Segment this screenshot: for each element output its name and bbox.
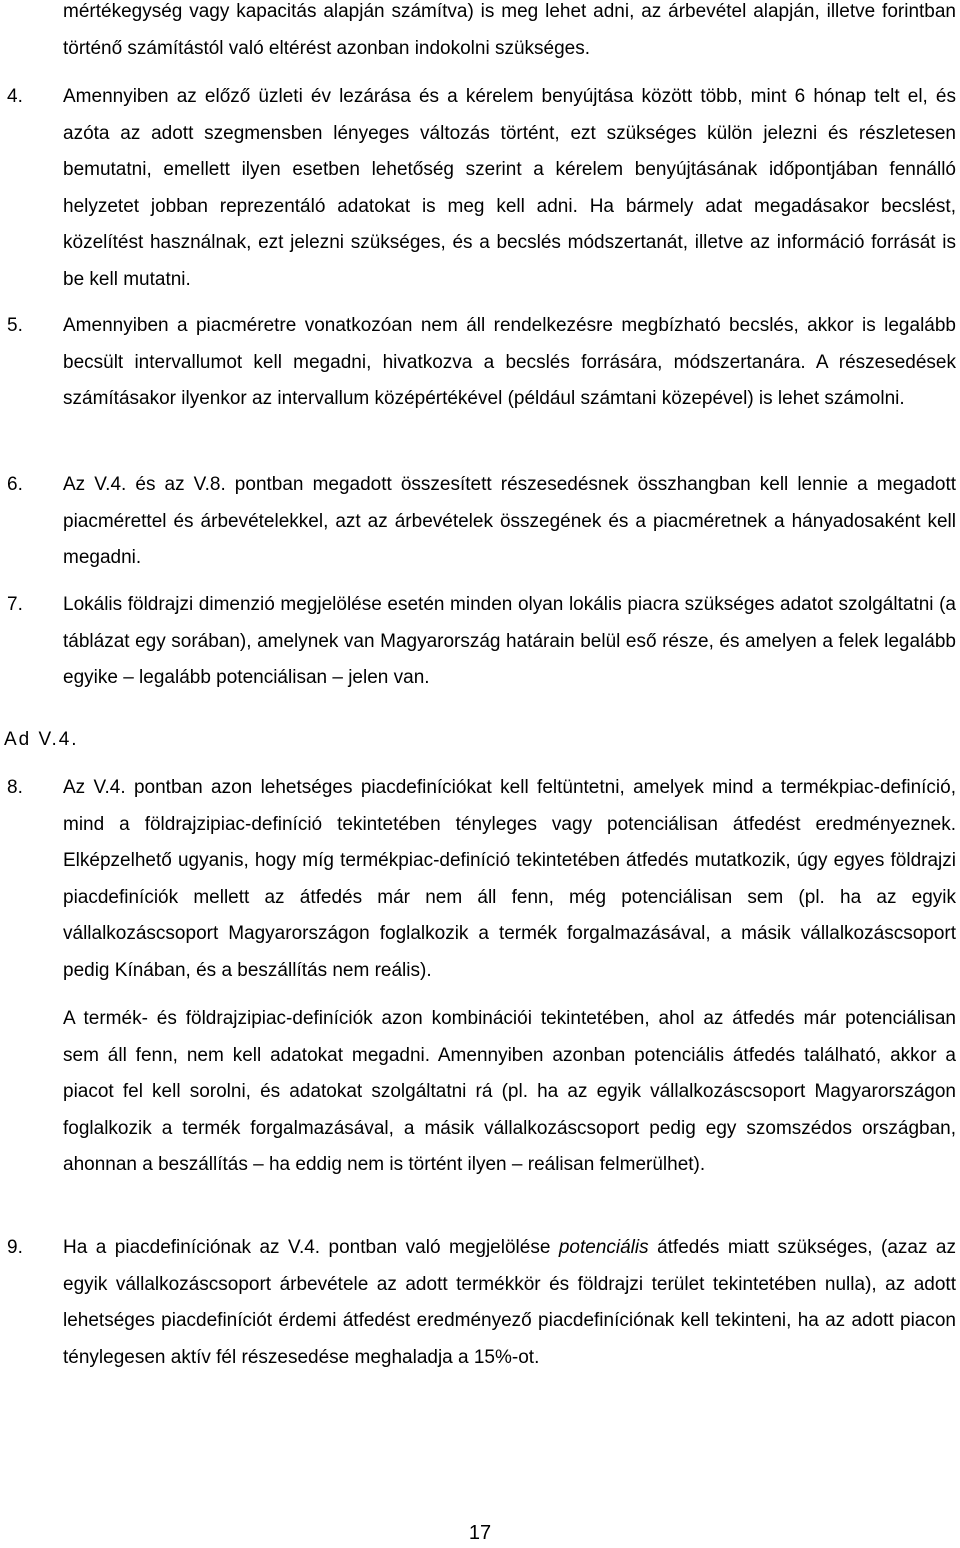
item-number-7: 7. bbox=[7, 594, 23, 615]
item-number-8: 8. bbox=[7, 777, 23, 798]
item-text-6: Az V.4. és az V.8. pontban megadott összesített részesedésnek összhangban kell lennie a megadott piacmérettel és árbevételekkel, azt az árbevételek összegének és a piacméretnek a hányadosaként kell megadni. bbox=[63, 474, 956, 568]
item-text-4: Amennyiben az előző üzleti év lezárása és a kérelem benyújtása között több, mint 6 hónap telt el, és azóta az adott szegmensben lényeges változás történt, ezt szükséges külön jelezni és részletesen bemutatni, emellett ilyen esetben lehetőség szerint a kérelem benyújtásának időpontjában fennálló helyzetet jobban reprezentáló adatokat is meg kell adni. Ha bármely adat megadásakor becslést, közelítést használnak, ezt jelezni szükséges, és a becslés módszertanát, illetve az információ forrását is be kell mutatni. bbox=[63, 86, 956, 290]
item-number-5: 5. bbox=[7, 315, 23, 336]
item-text-7: Lokális földrajzi dimenzió megjelölése esetén minden olyan lokális piacra szükséges adatot szolgáltatni (a táblázat egy sorában), amelynek van Magyarország határain belül eső része, és amelyen a felek legalább egyike – legalább potenciálisan – jelen van. bbox=[63, 594, 956, 688]
item-text-9-end: átfedés miatt szükséges, (azaz az egyik vállalkozáscsoport árbevétele az adott termékkör és földrajzi terület tekintetében nulla), az adott lehetséges piacdefiníciót érdemi átfedést eredményező piacdefiníciónak kell tekinteni, ha az adott piacon ténylegesen aktív fél részesedése meghaladja a 15%-ot. bbox=[63, 1237, 956, 1368]
item-number-4: 4. bbox=[7, 86, 23, 107]
page-number: 17 bbox=[468, 1522, 492, 1544]
item-number-9: 9. bbox=[7, 1237, 23, 1258]
item-text-5: Amennyiben a piacméretre vonatkozóan nem áll rendelkezésre megbízható becslés, akkor is legalább becsült intervallumot kell megadni, hivatkozva a becslés forrására, módszertanára. A részesedések számításakor ilyenkor az intervallum középértékével (például számtani közepével) is lehet számolni. bbox=[63, 315, 956, 409]
item-text-8: Az V.4. pontban azon lehetséges piacdefiníciókat kell feltüntetni, amelyek mind a termékpiac-definíció, mind a földrajzipiac-definíció tekintetében tényleges vagy potenciálisan átfedést eredményeznek. Elképzelhető ugyanis, hogy míg termékpiac-definíció tekintetében átfedés mutatkozik, úgy egyes földrajzi piacdefiníciók mellett az átfedés már nem áll fenn, még potenciálisan sem (pl. ha az egyik vállalkozáscsoport Magyarországon foglalkozik a termék forgalmazásával, a másik vállalkozáscsoport pedig Kínában, és a beszállítás nem reális). bbox=[63, 777, 956, 981]
intro-paragraph: mértékegység vagy kapacitás alapján számítva) is meg lehet adni, az árbevétel alapján, illetve forintban történő számítástól való eltérést azonban indokolni szükséges. bbox=[63, 1, 956, 59]
item-text-9-italic: potenciális bbox=[558, 1237, 649, 1258]
item-text-8-continued: A termék- és földrajzipiac-definíciók azon kombinációi tekintetében, ahol az átfedés már potenciálisan sem áll fenn, nem kell adatokat megadni. Amennyiben azonban potenciális átfedés található, akkor a piacot fel kell sorolni, és adatokat szolgáltatni rá (pl. ha az egyik vállalkozáscsoport Magyarországon foglalkozik a termék forgalmazásával, a másik vállalkozáscsoport pedig egy szomszédos országban, ahonnan a beszállítás – ha eddig nem is történt ilyen – reálisan felmerülhet). bbox=[63, 1008, 956, 1175]
item-text-9-start: Ha a piacdefiníciónak az V.4. pontban való megjelölése bbox=[63, 1237, 559, 1258]
item-text-9 bbox=[63, 1230, 956, 1376]
section-heading: Ad V.4. bbox=[4, 729, 79, 750]
item-number-6: 6. bbox=[7, 474, 23, 495]
